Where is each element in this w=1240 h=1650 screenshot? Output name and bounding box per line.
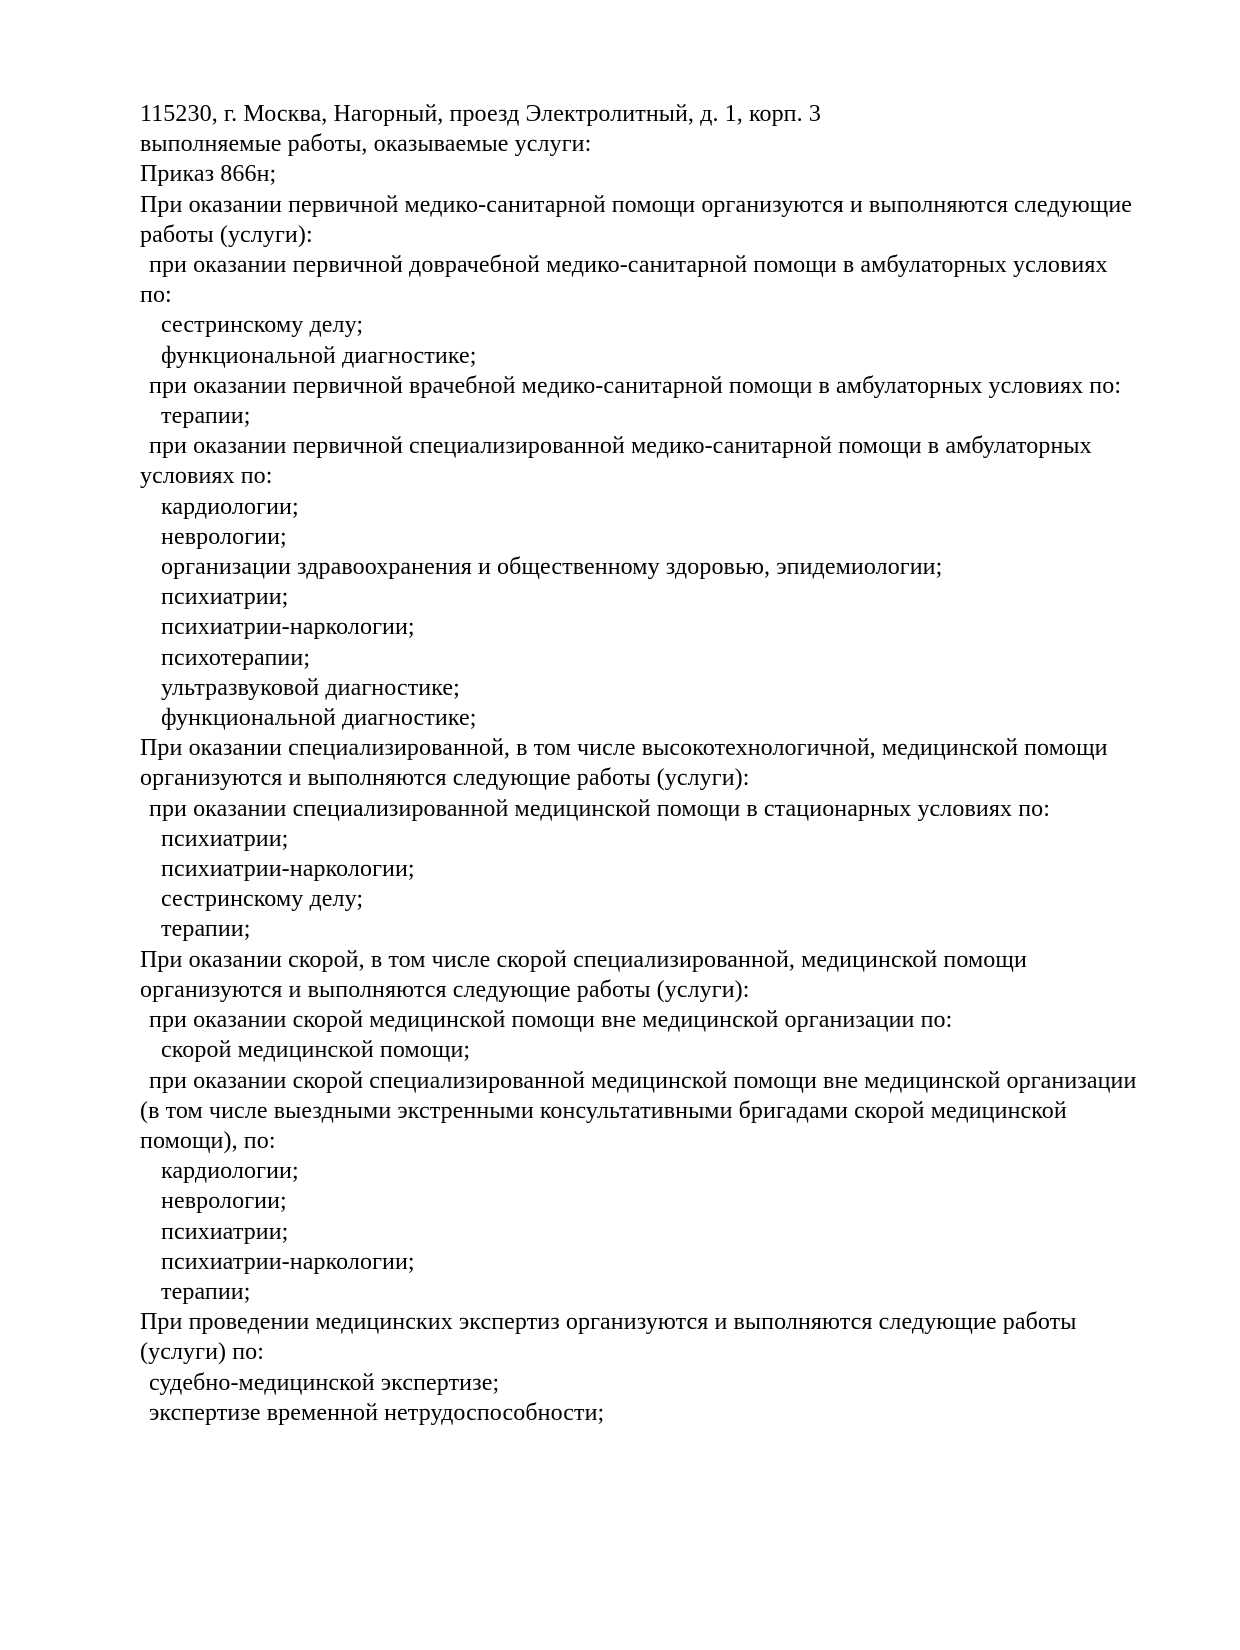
document-line: кардиологии; [161,493,299,520]
document-line: При проведении медицинских экспертиз организуются и выполняются следующие работы [140,1309,1077,1336]
document-line: при оказании первичной доврачебной медико-санитарной помощи в амбулаторных условиях [149,252,1108,279]
document-line: психиатрии-наркологии; [161,1248,415,1275]
document-line: сестринскому делу; [161,312,364,339]
document-line: функциональной диагностике; [161,705,477,732]
document-line: неврологии; [161,1188,287,1215]
document-line: при оказании первичной врачебной медико-санитарной помощи в амбулаторных условиях по: [149,372,1122,399]
document-line: по: [140,282,172,309]
document-line: условиях по: [140,463,273,490]
document-line: При оказании специализированной, в том числе высокотехнологичной, медицинской помощи [140,735,1108,762]
document-line: функциональной диагностике; [161,342,477,369]
document-line: ультразвуковой диагностике; [161,674,460,701]
document-line: (в том числе выездными экстренными консультативными бригадами скорой медицинской [140,1097,1067,1124]
document-line: организации здравоохранения и общественному здоровью, эпидемиологии; [161,554,943,581]
document-line: 115230, г. Москва, Нагорный, проезд Электролитный, д. 1, корп. 3 [140,101,821,127]
document-line: терапии; [161,1278,251,1305]
document-line: психиатрии-наркологии; [161,614,415,641]
document-line: при оказании скорой медицинской помощи вне медицинской организации по: [149,1007,953,1034]
document-line: сестринскому делу; [161,886,364,913]
document-line: терапии; [161,403,251,430]
document-line: экспертизе временной нетрудоспособности; [149,1399,605,1426]
document-line: помощи), по: [140,1127,276,1154]
document-line: кардиологии; [161,1158,299,1185]
document-line: психиатрии; [161,825,289,852]
document-line: При оказании скорой, в том числе скорой специализированной, медицинской помощи [140,946,1027,973]
document-line: психиатрии-наркологии; [161,856,415,883]
document-line: терапии; [161,916,251,943]
document-line: работы (услуги): [140,221,313,248]
document-line: скорой медицинской помощи; [161,1037,471,1064]
document-line: Приказ 866н; [140,161,277,188]
document-line: неврологии; [161,523,287,550]
document-line: психиатрии; [161,584,289,611]
document-line: психиатрии; [161,1218,289,1245]
document-line: организуются и выполняются следующие работы (услуги): [140,976,750,1003]
document-line: при оказании специализированной медицинской помощи в стационарных условиях по: [149,795,1051,822]
document-line: судебно-медицинской экспертизе; [149,1369,500,1396]
document-line: При оказании первичной медико-санитарной помощи организуются и выполняются следующие [140,191,1133,218]
document-line: психотерапии; [161,644,311,671]
document-line: выполняемые работы, оказываемые услуги: [140,131,592,158]
document-line: (услуги) по: [140,1339,265,1366]
document-line: организуются и выполняются следующие работы (услуги): [140,765,750,792]
document-line: при оказании первичной специализированной медико-санитарной помощи в амбулаторных [149,433,1092,460]
document-line: при оказании скорой специализированной медицинской помощи вне медицинской организации [149,1067,1137,1094]
document-text-block [140,99,1150,1428]
